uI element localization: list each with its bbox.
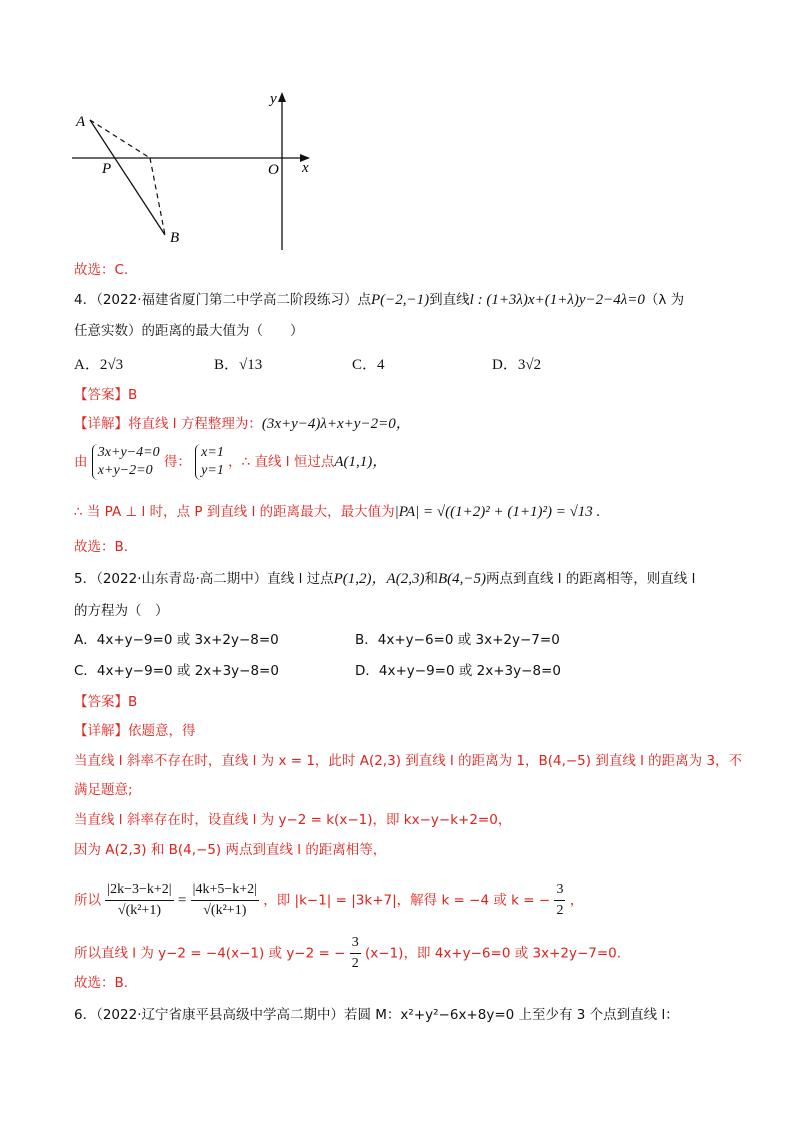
- q5-detail-0: 依题意，得: [128, 723, 196, 739]
- q4-detail-1: 将直线 l 方程整理为：: [128, 416, 262, 432]
- q6-stem: 6．（2022·辽宁省康平县高级中学高二期中）若圆 M：x²+y²−6x+8y=0 上至少有 3 个点到直线 l：: [74, 1007, 679, 1023]
- q4-option-B: B．√13: [214, 357, 263, 373]
- q4-line-3-eq: |PA| = √((1+2)² + (1+1)²) = √13 .: [394, 504, 601, 520]
- q5-point-p: P(1,2)，: [333, 571, 387, 587]
- q5-detail-label: 【详解】: [74, 723, 128, 739]
- q4-stem-4: 任意实数）的距离的最大值为（ ）: [74, 323, 304, 339]
- q5-point-a: A(2,3): [386, 571, 425, 587]
- q4-option-C: C．4: [352, 357, 385, 373]
- q5-stem-2: 两点到直线 l 的距离相等，则直线 l: [485, 571, 696, 587]
- q5-fraction-1: [105, 880, 173, 921]
- q5-detail-line0: [74, 721, 196, 741]
- q5-stem-1: 5．（2022·山东青岛·高二期中）直线 l 过点: [74, 571, 334, 587]
- q4-fixed-point: A(1,1)，: [334, 454, 388, 470]
- q4-choose: 故选：B.: [74, 539, 129, 555]
- q5-stem-line1: [74, 569, 695, 589]
- q4-sys1-row2: x+y−2=0: [97, 463, 153, 478]
- q5-option-D: D．4x+y−9=0 或 2x+3y−8=0: [355, 663, 561, 679]
- label-B: B: [170, 230, 180, 246]
- q5-detail-1: 当直线 l 斜率不存在时，直线 l 为 x = 1，此时 A(2,3) 到直线 l 的距离为 1，B(4,−5) 到直线 l 的距离为 3，不: [74, 753, 743, 769]
- q5-detail-5-end: ，: [569, 892, 584, 909]
- q5-option-C: C．4x+y−9=0 或 2x+3y−8=0: [74, 663, 279, 679]
- q4-answer: 【答案】B: [74, 387, 138, 403]
- q5-f3-den: 2: [556, 903, 564, 918]
- q5-stem-3: 的方程为（ ）: [74, 603, 169, 619]
- q5-detail-5-pre: 所以: [74, 892, 101, 909]
- q4-detail-1-eq: (3x+y−4)λ+x+y−2=0，: [261, 416, 411, 432]
- q4-sys2-row2: y=1: [201, 463, 224, 478]
- q5-fraction-2: [191, 880, 259, 921]
- y-axis-arrow: [278, 92, 286, 102]
- q4-option-D: D．3√2: [492, 357, 542, 373]
- q4-detail-line1: [74, 414, 411, 434]
- q5-f4-den: 2: [351, 956, 359, 971]
- q4-sys2-row1: x=1: [201, 445, 224, 460]
- q4-by: 由: [74, 454, 88, 470]
- q5-detail-line6: [74, 933, 621, 974]
- q4-get: 得：: [163, 454, 191, 470]
- q4-stem-3: （λ 为: [644, 292, 685, 308]
- q5-detail-2: 满足题意;: [74, 782, 133, 798]
- q4-stem-1: 4．（2022·福建省厦门第二中学高二阶段练习）点: [74, 292, 371, 308]
- q5-answer: 【答案】B: [74, 694, 138, 710]
- q4-therefore-1: ，∴ 直线 l 恒过点: [228, 454, 335, 470]
- label-x: x: [302, 160, 309, 176]
- q5-f1-num: |2k−3−k+2|: [105, 880, 173, 901]
- q5-f1-den: √(k²+1): [117, 903, 161, 918]
- label-A: A: [76, 114, 86, 130]
- q5-detail-6-post: (x−1)，即 4x+y−6=0 或 3x+2y−7=0.: [365, 945, 622, 962]
- q5-detail-6-pre: 所以直线 l 为 y−2 = −4(x−1) 或 y−2 = −: [74, 945, 346, 962]
- q5-detail-line5: [74, 880, 583, 921]
- q4-detail-line3: [74, 502, 600, 522]
- q5-option-A: A．4x+y−9=0 或 3x+2y−8=0: [74, 632, 279, 648]
- label-y: y: [270, 91, 277, 107]
- q4-line-3: ∴ 当 PA ⊥ l 时，点 P 到直线 l 的距离最大，最大值为: [74, 504, 395, 520]
- q5-f2-num: |4k+5−k+2|: [191, 880, 259, 901]
- q5-fraction-3: [554, 880, 565, 921]
- q5-point-b: B(4,−5): [437, 571, 486, 587]
- q5-f3-num: 3: [554, 880, 565, 901]
- q4-sys1-row1: 3x+y−4=0: [97, 445, 160, 460]
- q4-stem-line1: [74, 290, 684, 310]
- q5-and: 和: [424, 571, 438, 587]
- q5-detail-3: 当直线 l 斜率存在时，设直线 l 为 y−2 = k(x−1)，即 kx−y−k+2=0，: [74, 812, 512, 828]
- q5-detail-4: 因为 A(2,3) 和 B(4,−5) 两点到直线 l 的距离相等，: [74, 842, 387, 858]
- q5-option-B: B．4x+y−6=0 或 3x+2y−7=0: [355, 632, 560, 648]
- q4-detail-line2: [74, 444, 387, 480]
- q5-f4-num: 3: [350, 933, 361, 954]
- q5-f2-den: √(k²+1): [203, 903, 247, 918]
- q4-line-eq: l : (1+3λ)x+(1+λ)y−2−4λ=0: [469, 292, 645, 308]
- label-O: O: [268, 162, 279, 178]
- q4-detail-label: 【详解】: [74, 416, 128, 432]
- q4-system-2: [195, 444, 224, 480]
- q4-system-1: [92, 444, 160, 480]
- q3-choose: 故选：C.: [74, 262, 129, 278]
- q5-choose: 故选：B.: [74, 975, 129, 991]
- label-P: P: [102, 161, 112, 177]
- segment-AQ-dashed: [90, 120, 150, 158]
- q5-fraction-4: [350, 933, 361, 974]
- geometry-figure: [0, 0, 800, 270]
- q4-stem-2: 到直线: [429, 292, 470, 308]
- q5-equals: =: [177, 892, 187, 909]
- q5-detail-5-mid: ，即 |k−1| = |3k+7|，解得 k = −4 或 k = −: [263, 892, 551, 909]
- q4-option-A: A．2√3: [74, 357, 124, 373]
- q4-point: P(−2,−1): [371, 292, 430, 308]
